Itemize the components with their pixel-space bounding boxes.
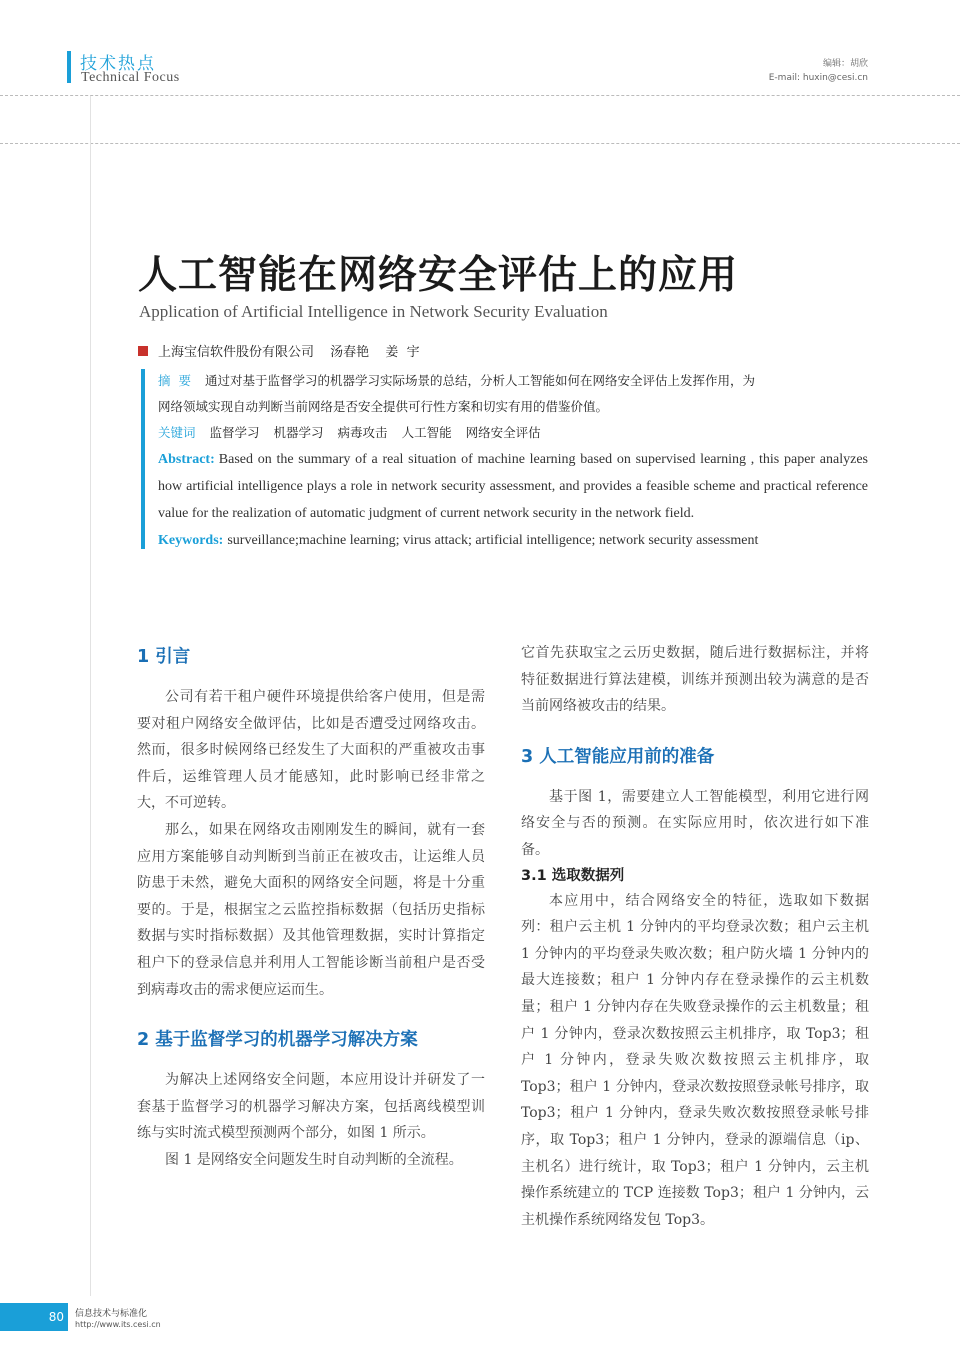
author-name: 汤春艳 xyxy=(330,345,370,360)
abstract-en xyxy=(158,446,868,527)
abstract-cn-label: 摘 要 xyxy=(158,373,191,388)
abstract-en-text: Based on the summary of a real situation of machine learning based on supervised learning , this paper analyzes how artificial intelligence plays a role in network security assessment, and provides a feasible scheme and practical reference value for the realization of automatic judgment of current network security in the network field. xyxy=(158,452,868,521)
page-number: 80 xyxy=(48,1310,64,1324)
subsection-heading: 3.1 选取数据列 xyxy=(521,867,625,884)
body-paragraph: 那么，如果在网络攻击刚刚发生的瞬间，就有一套应用方案能够自动判断到当前正在被攻击，让运维人员防患于未然，避免大面积的网络安全问题，将是十分重要的。于是，根据宝之云监控指标数据（包括历史指标数据与实时指标数据）及其他管理数据，实时计算指定租户下的登录信息并利用人工智能诊断当前租户是否受到病毒攻击的需求便应运而生。 xyxy=(137,821,485,998)
abstract-cn-text: 通过对基于监督学习的机器学习实际场景的总结，分析人工智能如何在网络安全评估上发挥作用，为 xyxy=(204,373,755,388)
header-divider-2 xyxy=(0,143,960,144)
author-name: 姜 宇 xyxy=(385,345,420,360)
keywords-en-text: surveillance;machine learning; virus attack; artificial intelligence; network security assessment xyxy=(227,533,759,548)
keyword: 机器学习 xyxy=(273,425,324,440)
body-paragraph: 公司有若干租户硬件环境提供给客户使用，但是需要对租户网络安全做评估，比如是否遭受过网络攻击。然而，很多时候网络已经发生了大面积的严重被攻击事件后，运维管理人员才能感知，此时影响已经非常之大，不可逆转。 xyxy=(137,689,485,812)
article-title-cn: 人工智能在网络安全评估上的应用 xyxy=(138,252,739,298)
body-paragraph: 本应用中，结合网络安全的特征，选取如下数据列：租户云主机 1 分钟内的平均登录次数；租户云主机 1 分钟内的平均登录失败次数；租户防火墙 1 分钟内的最大连接数；租户 1 分钟内存在登录操作的云主机数量；租户 1 分钟内存在失败登录操作的云主机数量；租户 1 分钟内，登录次数按照云主机排序，取 Top3；租户 1 分钟内，登录失败次数按照云主机排序，取 Top3；租户 1 分钟内，登录次数按照登录帐号排序，取 Top3；租户 1 分钟内，登录失败次数按照登录帐号排序，取 Top3；租户 1 分钟内，登录的源端信息（ip、主机名）进行统计，取 Top3；租户 1 分钟内，云主机操作系统建立的 TCP 连接数 Top3；租户 1 分钟内，云主机操作系统网络发包 Top3。 xyxy=(521,892,869,1228)
right-column xyxy=(521,640,869,1233)
keywords-en xyxy=(158,527,868,554)
author-org: 上海宝信软件股份有限公司 xyxy=(158,345,315,360)
abstract-cn-text: 网络领域实现自动判断当前网络是否安全提供可行性方案和切实有用的借鉴价值。 xyxy=(158,399,609,414)
keyword: 人工智能 xyxy=(401,425,452,440)
journal-name: 信息技术与标准化 xyxy=(75,1309,148,1319)
body-paragraph: 为解决上述网络安全问题，本应用设计并研发了一套基于监督学习的机器学习解决方案，包括离线模型训练与实时流式模型预测两个部分，如图 1 所示。 xyxy=(137,1072,485,1142)
keyword: 网络安全评估 xyxy=(465,425,541,440)
keywords-en-label: Keywords: xyxy=(158,533,224,548)
abstract-cn xyxy=(158,368,868,420)
editor-email: E-mail: huxin@cesi.cn xyxy=(768,73,868,83)
editor-credit: 编辑：胡欣 xyxy=(822,59,868,69)
section-title-en: Technical Focus xyxy=(81,70,180,85)
abstract-en-label: Abstract: xyxy=(158,452,215,467)
body-paragraph: 基于图 1，需要建立人工智能模型，利用它进行网络安全与否的预测。在实际应用时，依次进行如下准备。 xyxy=(521,788,869,858)
keyword: 病毒攻击 xyxy=(337,425,388,440)
author-line xyxy=(158,341,432,360)
journal-url: http://www.its.cesi.cn xyxy=(75,1320,161,1329)
keywords-cn xyxy=(158,420,868,446)
left-column xyxy=(137,640,485,1174)
section-heading: 1 引言 xyxy=(137,647,191,667)
margin-rule xyxy=(90,96,91,1296)
header-accent-bar xyxy=(67,51,71,83)
keywords-cn-label: 关键词 xyxy=(158,425,196,440)
body-paragraph: 它首先获取宝之云历史数据，随后进行数据标注，并将特征数据进行算法建模，训练并预测出较为满意的是否当前网络被攻击的结果。 xyxy=(521,645,869,715)
section-heading: 3 人工智能应用前的准备 xyxy=(521,746,715,767)
section-heading: 2 基于监督学习的机器学习解决方案 xyxy=(137,1030,418,1051)
body-paragraph: 图 1 是网络安全问题发生时自动判断的全流程。 xyxy=(165,1151,463,1168)
abstract-block xyxy=(158,368,868,554)
author-marker xyxy=(138,346,148,356)
article-title-en: Application of Artificial Intelligence in Network Security Evaluation xyxy=(139,302,608,321)
section-title-cn: 技术热点 xyxy=(80,54,156,74)
header-divider xyxy=(0,95,960,96)
keyword: 监督学习 xyxy=(209,425,260,440)
abstract-accent-bar xyxy=(141,369,145,549)
